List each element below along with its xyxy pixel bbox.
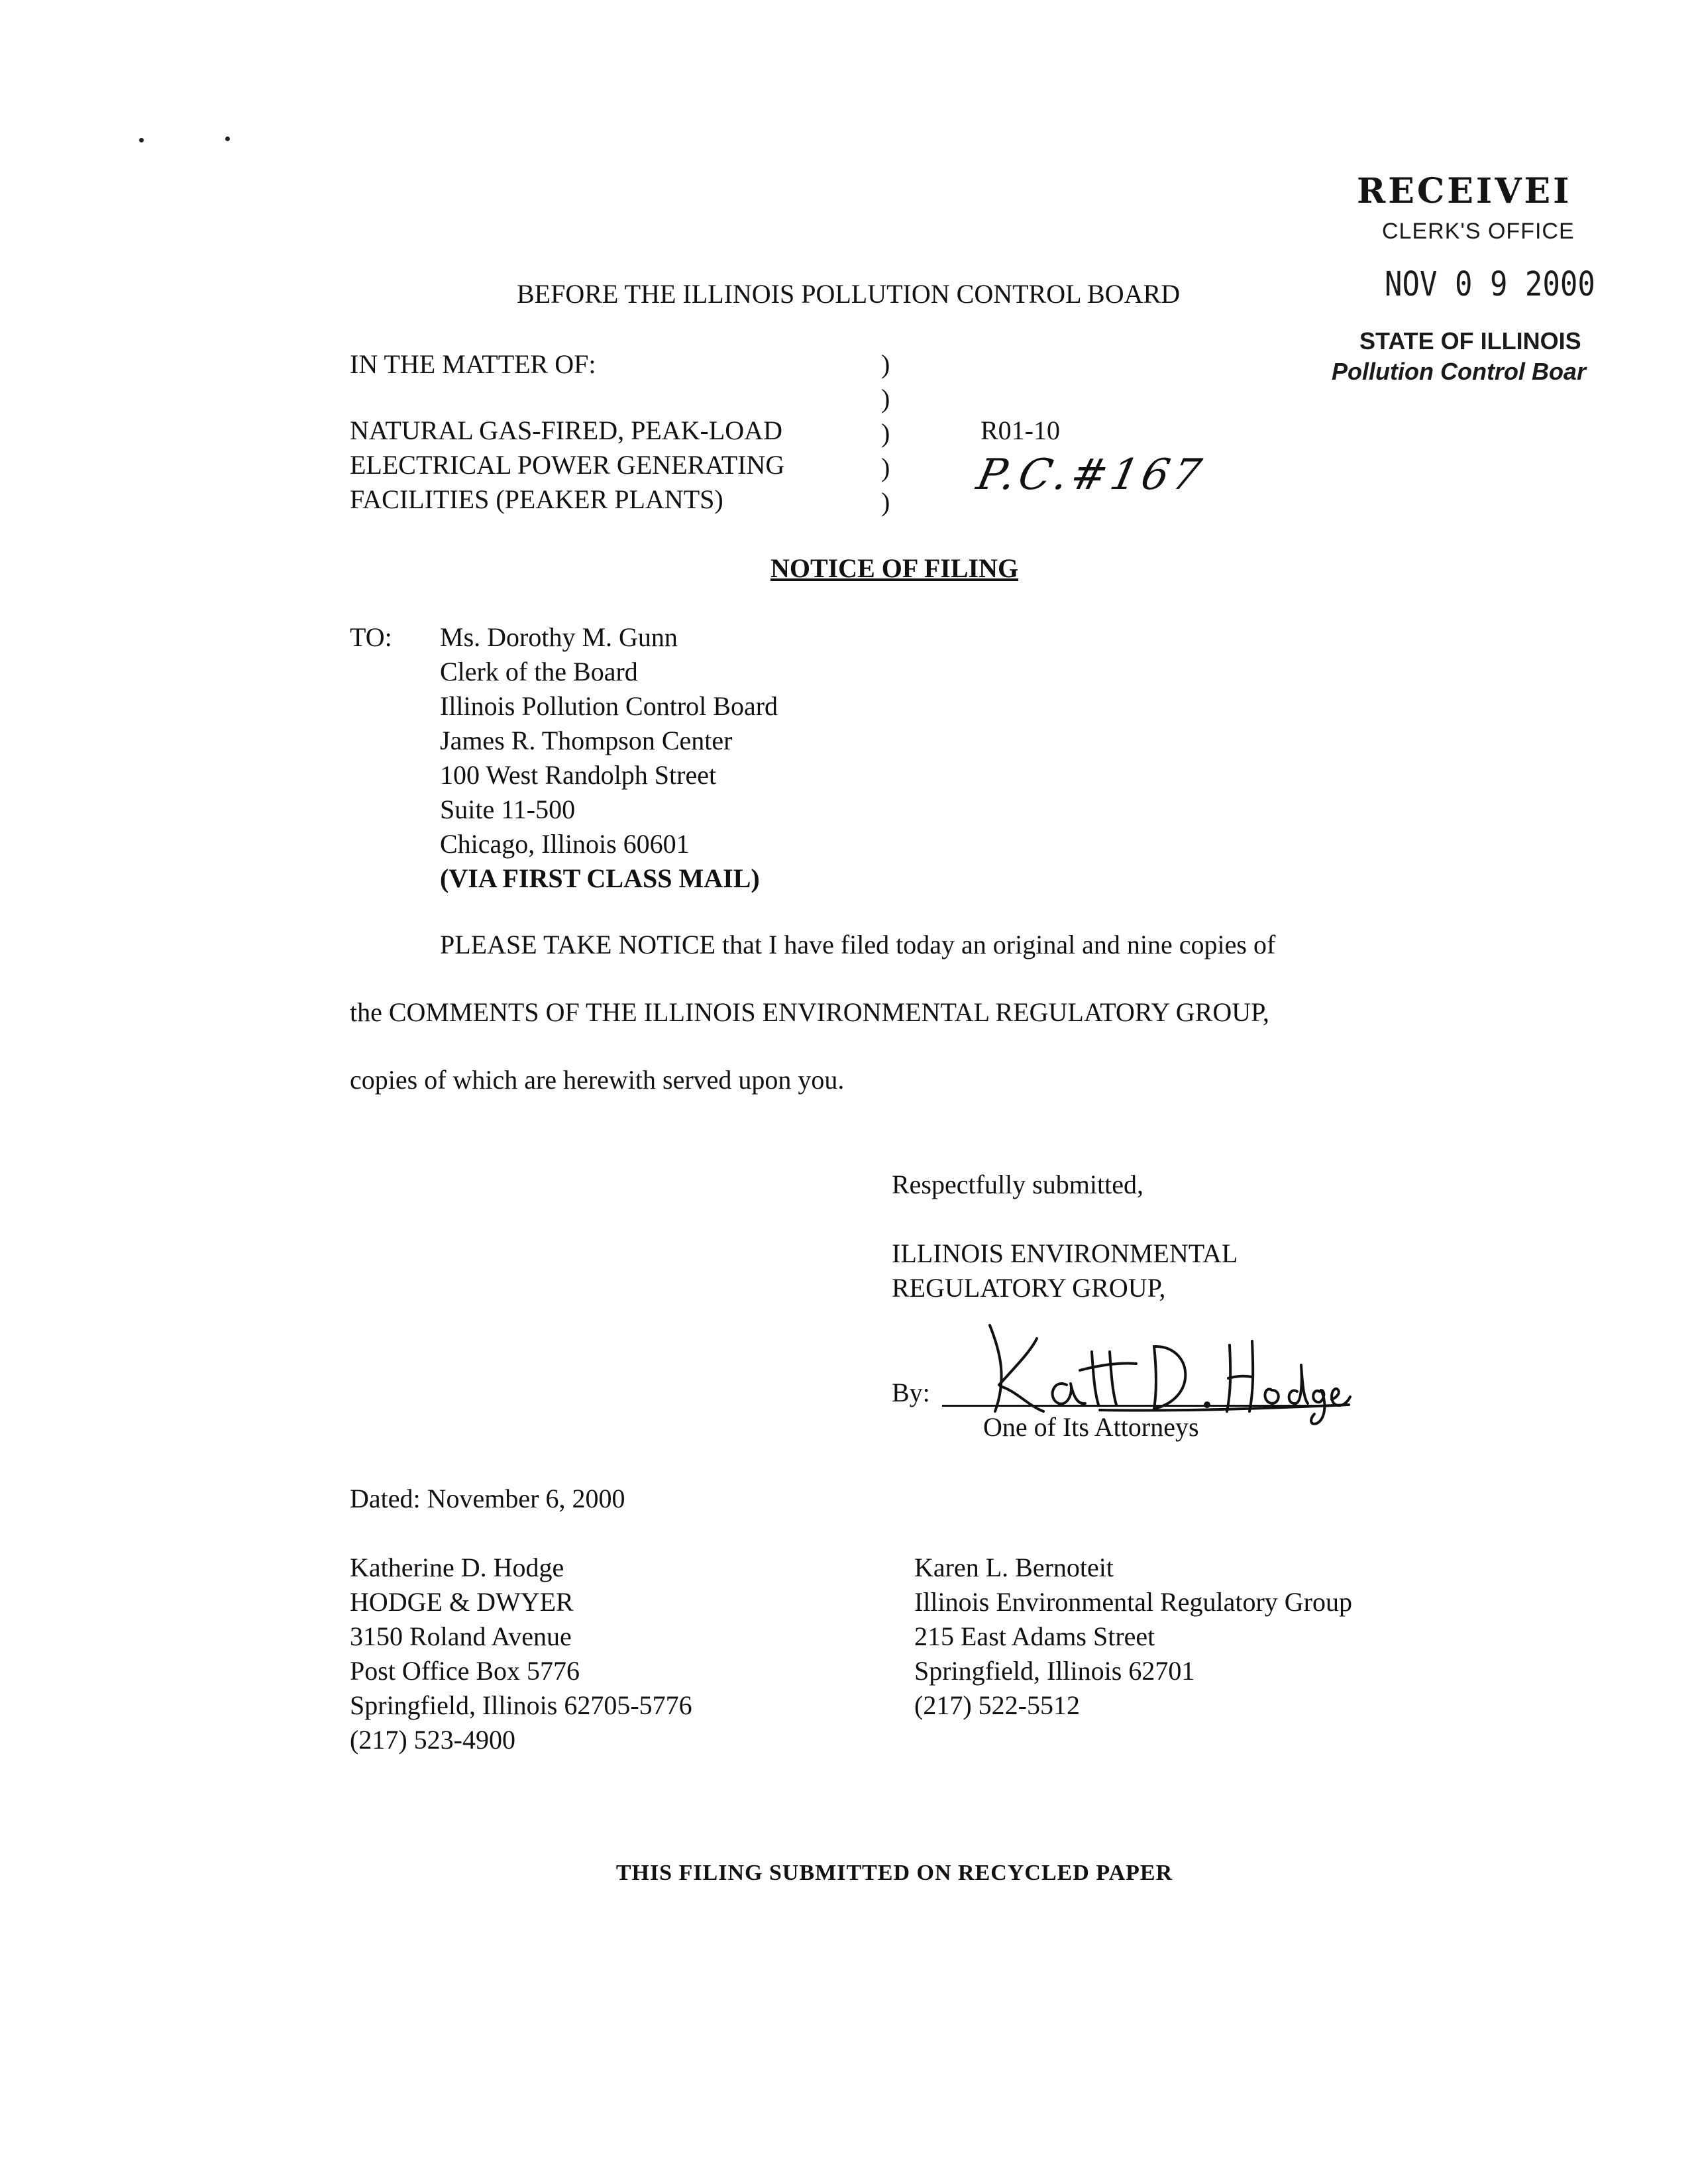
handwritten-pc-number: P.C.#167: [973, 451, 1210, 500]
caption-parentheses: [881, 347, 890, 519]
caption-paren: ): [881, 453, 890, 482]
docket-number: R01-10: [980, 415, 1060, 445]
org-line: REGULATORY GROUP,: [892, 1273, 1166, 1303]
recycled-paper-footer: THIS FILING SUBMITTED ON RECYCLED PAPER: [615, 1861, 1173, 1885]
caption-paren: ): [881, 349, 890, 379]
respectfully-submitted: Respectfully submitted,: [892, 1170, 1143, 1199]
address-line: Clerk of the Board: [440, 657, 638, 686]
counsel-block-ierg: [914, 1551, 1352, 1723]
counsel-block-hodge: [350, 1551, 692, 1757]
counsel-line: Springfield, Illinois 62701: [914, 1656, 1195, 1686]
address-line: Chicago, Illinois 60601: [440, 829, 690, 859]
caption-line: NATURAL GAS-FIRED, PEAK-LOAD: [350, 415, 782, 445]
counsel-line: Illinois Environmental Regulatory Group: [914, 1587, 1352, 1617]
caption-line: FACILITIES (PEAKER PLANTS): [350, 484, 723, 514]
address-line: 100 West Randolph Street: [440, 760, 717, 790]
address-line: James R. Thompson Center: [440, 726, 733, 755]
recipient-address: [440, 620, 778, 896]
caption-title: [350, 413, 784, 517]
received-stamp-board: Pollution Control Boar: [1332, 358, 1586, 385]
address-line: Ms. Dorothy M. Gunn: [440, 622, 678, 652]
caption-line: ELECTRICAL POWER GENERATING: [350, 450, 785, 480]
by-label: By:: [892, 1378, 930, 1407]
counsel-line: 215 East Adams Street: [914, 1621, 1155, 1651]
board-heading: BEFORE THE ILLINOIS POLLUTION CONTROL BOARD: [517, 279, 1181, 309]
submitting-organization: [892, 1236, 1238, 1305]
caption-matter: IN THE MATTER OF:: [350, 349, 596, 379]
counsel-line: Springfield, Illinois 62705-5776: [350, 1690, 692, 1720]
to-label: TO:: [350, 622, 392, 652]
received-stamp-title: RECEIVEI: [1357, 171, 1572, 211]
paragraph-line: PLEASE TAKE NOTICE that I have filed today an original and nine copies of: [440, 930, 1276, 959]
counsel-line: 3150 Roland Avenue: [350, 1621, 572, 1651]
counsel-line: Karen L. Bernoteit: [914, 1553, 1114, 1582]
caption-paren: ): [881, 384, 890, 413]
dated-line: Dated: November 6, 2000: [350, 1484, 625, 1513]
scan-speck: [225, 136, 230, 141]
counsel-line: Katherine D. Hodge: [350, 1553, 564, 1582]
received-stamp-clerks-office: CLERK'S OFFICE: [1382, 219, 1575, 244]
counsel-line: Post Office Box 5776: [350, 1656, 580, 1686]
counsel-line: (217) 523-4900: [350, 1725, 515, 1755]
notice-paragraph: [350, 928, 1275, 1097]
delivery-method: (VIA FIRST CLASS MAIL): [440, 863, 760, 893]
one-of-its-attorneys: One of Its Attorneys: [983, 1412, 1199, 1442]
paragraph-line: copies of which are herewith served upon you.: [350, 1065, 845, 1095]
counsel-line: HODGE & DWYER: [350, 1587, 574, 1617]
paragraph-line: the COMMENTS OF THE ILLINOIS ENVIRONMENTAL REGULATORY GROUP,: [350, 997, 1269, 1027]
scan-speck: [139, 138, 144, 142]
counsel-line: (217) 522-5512: [914, 1690, 1080, 1720]
received-stamp-date: NOV 0 9 2000: [1385, 265, 1595, 304]
address-line: Illinois Pollution Control Board: [440, 691, 778, 721]
caption-paren: ): [881, 487, 890, 517]
address-line: Suite 11-500: [440, 794, 576, 824]
org-line: ILLINOIS ENVIRONMENTAL: [892, 1238, 1238, 1268]
received-stamp-state: STATE OF ILLINOIS: [1359, 327, 1581, 355]
caption-paren: ): [881, 418, 890, 448]
notice-of-filing-title: NOTICE OF FILING: [770, 553, 1019, 583]
